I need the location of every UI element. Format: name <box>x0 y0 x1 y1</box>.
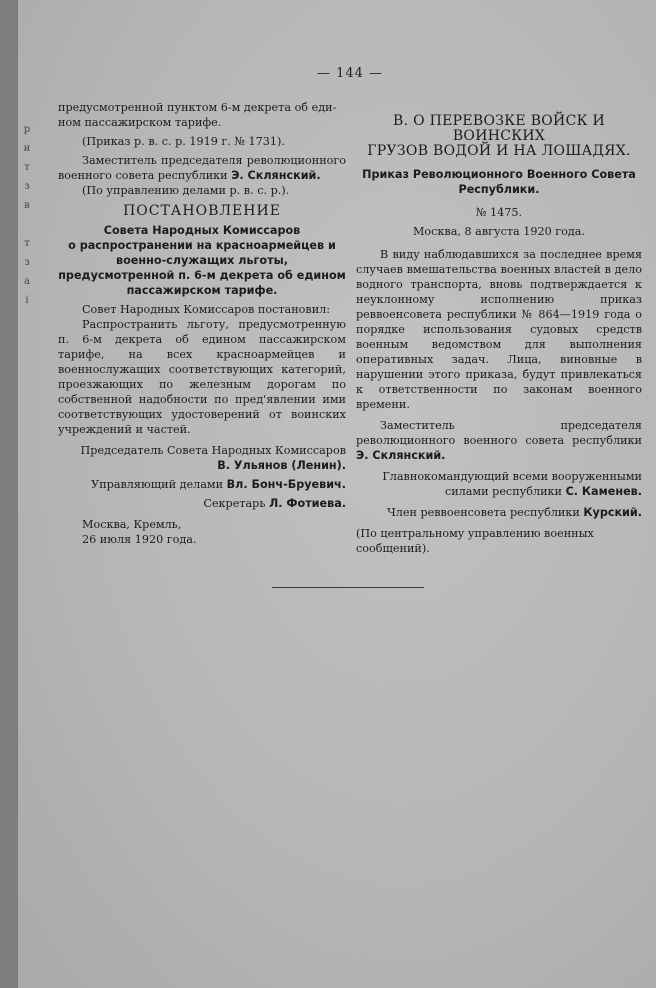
deputy-name: Э. Склянский. <box>231 169 321 182</box>
manager-name: Вл. Бонч-Бруевич. <box>226 478 346 491</box>
council-title: Совета Народных Комиссаров <box>103 224 301 237</box>
chairman-title: Председатель Совета Народных Комиссаров <box>80 444 346 457</box>
margin-letter: а <box>24 276 30 287</box>
communications-note: (По центральному управлению военных сообщений). <box>356 527 594 555</box>
page-binding-edge <box>0 0 18 988</box>
continuation-line: ном пассажирском тарифе. <box>58 116 222 129</box>
resolution-body: Распространить льготу, предусмотренную п. 6-м декрета об едином пассажирском тарифе, на всех красноармейцев и военнослужащих соответствующих категорий, проезжающих по железным дорогам по собственной надобности по пред'явлении ими соответствующих удостоверений от воинских учреждений и частей. <box>58 318 346 436</box>
right-column <box>356 114 642 556</box>
member-signature <box>356 505 642 520</box>
margin-letter: з <box>24 257 30 268</box>
margin-letter: з <box>24 181 30 192</box>
council-subtitle: о распространении на красноармейцев и военно-служащих льготы, предусмотренной п. 6-м декрета об едином пассажирском тарифе. <box>58 239 346 297</box>
commander-name: С. Каменев. <box>565 485 642 498</box>
section-title-line2: ГРУЗОВ ВОДОЙ И НА ЛОШАДЯХ. <box>367 143 631 159</box>
date: 26 июля 1920 года. <box>82 533 197 546</box>
section-divider <box>272 587 424 588</box>
deputy-signature <box>356 418 642 463</box>
deputy-signature <box>58 153 346 183</box>
margin-letter: т <box>24 238 30 249</box>
order-title: Приказ Революционного Военного Совета Республики. <box>362 168 636 196</box>
decree-intro: Совет Народных Комиссаров постановил: <box>82 303 331 316</box>
margin-letter: і <box>25 295 29 306</box>
order-date: Москва, 8 августа 1920 года. <box>412 225 586 238</box>
margin-letter: т <box>24 162 30 173</box>
secretary-signature <box>58 496 346 511</box>
left-column <box>58 100 346 547</box>
commander-signature <box>356 469 642 499</box>
section-title-line1: В. О ПЕРЕВОЗКЕ ВОЙСК И ВОИНСКИХ <box>393 113 605 144</box>
deputy-name: Э. Склянский. <box>356 449 446 462</box>
continuation-line: предусмотренной пунктом 6-м декрета об еди- <box>58 101 337 114</box>
page-number: — 144 — <box>316 66 384 81</box>
secretary-title: Секретарь <box>203 497 266 510</box>
place: Москва, Кремль, <box>82 518 182 531</box>
management-note: (По управлению делами р. в. с. р.). <box>82 184 290 197</box>
secretary-name: Л. Фотиева. <box>268 497 346 510</box>
margin-letter: в <box>24 200 30 211</box>
order-number: № 1475. <box>475 206 523 219</box>
margin-letter: р <box>23 124 31 135</box>
order-body: В виду наблюдавшихся за последнее время случаев вмешательства военных властей в дело водного транспорта, вновь подтверждается к неуклонному исполнению приказ реввоенсовета республики № 864—1919 года о порядке использования судовых средств военным ведомством для выполнения оперативных задач. Лица, виновные в нарушении этого приказа, будут привлекаться к ответственности по законам военного времени. <box>356 248 642 411</box>
deputy-title: Заместитель председателя революционного военного совета республики <box>58 154 346 182</box>
order-reference: (Приказ р. в. с. р. 1919 г. № 1731). <box>82 135 285 148</box>
manager-signature <box>58 477 346 492</box>
margin-letters <box>20 120 34 310</box>
member-title: Член реввоенсовета республики <box>387 506 580 519</box>
chairman-name: В. Ульянов (Ленин). <box>217 459 346 472</box>
manager-title: Управляющий делами <box>91 478 224 491</box>
deputy-title: Заместитель председателя революционного военного совета республики <box>356 419 642 447</box>
member-name: Курский. <box>583 506 642 519</box>
commander-title: Главнокомандующий всеми вооруженными силами республики <box>382 470 642 498</box>
resolution-title: ПОСТАНОВЛЕНИЕ <box>123 203 281 219</box>
margin-letter <box>20 215 34 234</box>
margin-letter: и <box>23 143 31 154</box>
